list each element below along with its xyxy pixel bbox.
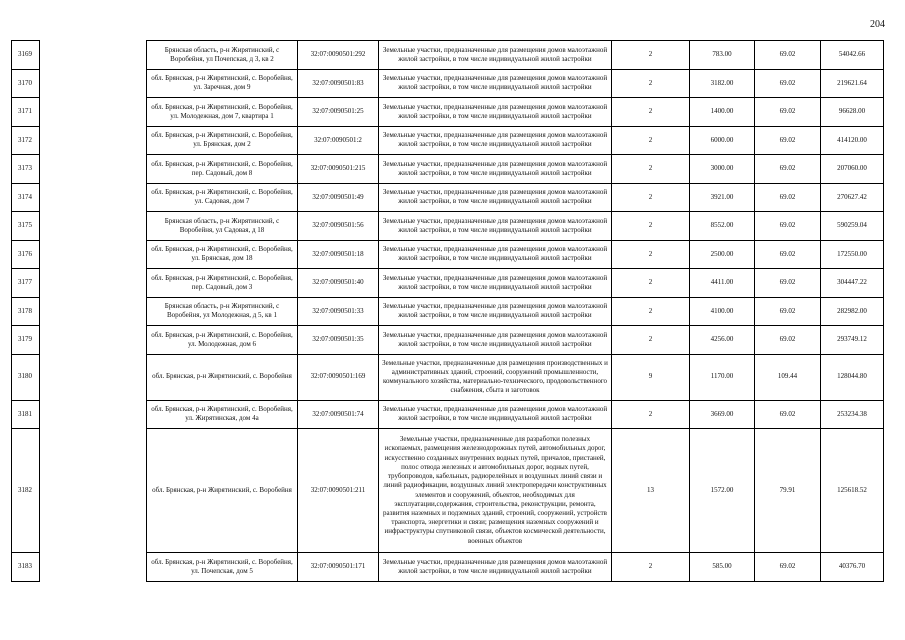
table-row — [12, 212, 884, 241]
row-number: 3178 — [12, 297, 40, 326]
table-row — [12, 183, 884, 212]
cadastral-number-cell: 32:07:0090501:83 — [298, 69, 379, 98]
area-cell: 3921.00 — [690, 183, 755, 212]
address-cell: Брянская область, р-н Жирятинский, с Воробейня, ул Молодежная, д 5, кв 1 — [147, 297, 298, 326]
spacer-cell — [40, 553, 147, 582]
use-code-cell: 2 — [612, 326, 690, 355]
cadastral-cost-cell: 54042.66 — [821, 41, 884, 70]
area-cell: 1572.00 — [690, 429, 755, 553]
use-code-cell: 2 — [612, 155, 690, 184]
row-number: 3182 — [12, 429, 40, 553]
spacer-cell — [40, 212, 147, 241]
area-cell: 4411.00 — [690, 269, 755, 298]
cadastral-number-cell: 32:07:0090501:25 — [298, 98, 379, 127]
address-cell: Брянская область, р-н Жирятинский, с Воробейня, ул Почепская, д 3, кв 2 — [147, 41, 298, 70]
rate-cell: 69.02 — [755, 98, 821, 127]
rate-cell: 69.02 — [755, 240, 821, 269]
rate-cell: 79.91 — [755, 429, 821, 553]
cadastral-cost-cell: 125618.52 — [821, 429, 884, 553]
land-use-cell: Земельные участки, предназначенные для размещения домов малоэтажной жилой застройки, в том числе индивидуальной жилой застройки — [379, 400, 612, 429]
cadastral-number-cell: 32:07:0090501:74 — [298, 400, 379, 429]
rate-cell: 69.02 — [755, 553, 821, 582]
cadastral-number-cell: 32:07:0090501:35 — [298, 326, 379, 355]
row-number: 3171 — [12, 98, 40, 127]
rate-cell: 69.02 — [755, 326, 821, 355]
use-code-cell: 13 — [612, 429, 690, 553]
area-cell: 6000.00 — [690, 126, 755, 155]
cadastral-number-cell: 32:07:0090501:171 — [298, 553, 379, 582]
spacer-cell — [40, 126, 147, 155]
area-cell: 4256.00 — [690, 326, 755, 355]
table-body — [12, 41, 884, 582]
rate-cell: 69.02 — [755, 126, 821, 155]
table-row — [12, 269, 884, 298]
row-number: 3181 — [12, 400, 40, 429]
area-cell: 783.00 — [690, 41, 755, 70]
cadastral-number-cell: 32:07:0090501:33 — [298, 297, 379, 326]
rate-cell: 69.02 — [755, 212, 821, 241]
area-cell: 3182.00 — [690, 69, 755, 98]
row-number: 3172 — [12, 126, 40, 155]
land-use-cell: Земельные участки, предназначенные для размещения домов малоэтажной жилой застройки, в том числе индивидуальной жилой застройки — [379, 98, 612, 127]
land-use-cell: Земельные участки, предназначенные для размещения домов малоэтажной жилой застройки, в том числе индивидуальной жилой застройки — [379, 126, 612, 155]
address-cell: обл. Брянская, р-н Жирятинский, с. Воробейня, ул. Молодежная, дом 7, квартира 1 — [147, 98, 298, 127]
cadastral-value-table — [11, 40, 884, 582]
table-row — [12, 126, 884, 155]
rate-cell: 69.02 — [755, 297, 821, 326]
cadastral-number-cell: 32:07:0090501:215 — [298, 155, 379, 184]
row-number: 3174 — [12, 183, 40, 212]
land-use-cell: Земельные участки, предназначенные для разработки полезных ископаемых, размещения железнодорожных путей, автомобильных дорог, искусственно созданных внутренних водных путей, причалов, пристаней, полос отвода железных и автомобильных дорог, водных путей, трубопроводов, кабельных, радиорелейных и воздушных линий связи и линий радиофикации, воздушных линий электропередачи конструктивных элементов и сооружений, объектов, необходимых для эксплуатации,содержания, строительства, реконструкции, ремонта, развития наземных и подземных зданий, строений, сооружений, устройств транспорта, энергетики и связи; размещения наземных сооружений и инфраструктуры спутниковой связи, объектов космической деятельности, военных объектов — [379, 429, 612, 553]
row-number: 3183 — [12, 553, 40, 582]
spacer-cell — [40, 429, 147, 553]
use-code-cell: 2 — [612, 69, 690, 98]
row-number: 3169 — [12, 41, 40, 70]
address-cell: обл. Брянская, р-н Жирятинский, с. Воробейня, пер. Садовый, дом 8 — [147, 155, 298, 184]
table-row — [12, 326, 884, 355]
use-code-cell: 2 — [612, 240, 690, 269]
address-cell: обл. Брянская, р-н Жирятинский, с. Воробейня — [147, 354, 298, 400]
spacer-cell — [40, 326, 147, 355]
spacer-cell — [40, 240, 147, 269]
table-row — [12, 155, 884, 184]
address-cell: обл. Брянская, р-н Жирятинский, с. Воробейня, ул. Брянская, дом 18 — [147, 240, 298, 269]
land-use-cell: Земельные участки, предназначенные для размещения производственных и административных зданий, строений, сооружений промышленности, коммунального хозяйства, материально-технического, продовольственного снабжения, сбыта и заготовок — [379, 354, 612, 400]
area-cell: 1400.00 — [690, 98, 755, 127]
land-use-cell: Земельные участки, предназначенные для размещения домов малоэтажной жилой застройки, в том числе индивидуальной жилой застройки — [379, 183, 612, 212]
spacer-cell — [40, 155, 147, 184]
land-use-cell: Земельные участки, предназначенные для размещения домов малоэтажной жилой застройки, в том числе индивидуальной жилой застройки — [379, 297, 612, 326]
land-use-cell: Земельные участки, предназначенные для размещения домов малоэтажной жилой застройки, в том числе индивидуальной жилой застройки — [379, 155, 612, 184]
row-number: 3176 — [12, 240, 40, 269]
rate-cell: 69.02 — [755, 69, 821, 98]
rate-cell: 69.02 — [755, 269, 821, 298]
land-use-cell: Земельные участки, предназначенные для размещения домов малоэтажной жилой застройки, в том числе индивидуальной жилой застройки — [379, 240, 612, 269]
cadastral-number-cell: 32:07:0090501:292 — [298, 41, 379, 70]
land-use-cell: Земельные участки, предназначенные для размещения домов малоэтажной жилой застройки, в том числе индивидуальной жилой застройки — [379, 326, 612, 355]
address-cell: обл. Брянская, р-н Жирятинский, с. Воробейня, ул. Садовая, дом 7 — [147, 183, 298, 212]
address-cell: обл. Брянская, р-н Жирятинский, с. Воробейня, ул. Брянская, дом 2 — [147, 126, 298, 155]
land-use-cell: Земельные участки, предназначенные для размещения домов малоэтажной жилой застройки, в том числе индивидуальной жилой застройки — [379, 269, 612, 298]
land-use-cell: Земельные участки, предназначенные для размещения домов малоэтажной жилой застройки, в том числе индивидуальной жилой застройки — [379, 212, 612, 241]
use-code-cell: 2 — [612, 297, 690, 326]
cadastral-cost-cell: 270627.42 — [821, 183, 884, 212]
cadastral-cost-cell: 40376.70 — [821, 553, 884, 582]
table-row — [12, 553, 884, 582]
cadastral-cost-cell: 590259.04 — [821, 212, 884, 241]
cadastral-number-cell: 32:07:0090501:169 — [298, 354, 379, 400]
row-number: 3177 — [12, 269, 40, 298]
area-cell: 1170.00 — [690, 354, 755, 400]
cadastral-cost-cell: 304447.22 — [821, 269, 884, 298]
cadastral-cost-cell: 128044.80 — [821, 354, 884, 400]
table-row — [12, 240, 884, 269]
row-number: 3180 — [12, 354, 40, 400]
address-cell: Брянская область, р-н Жирятинский, с Воробейня, ул Садовая, д 18 — [147, 212, 298, 241]
cadastral-cost-cell: 282982.00 — [821, 297, 884, 326]
spacer-cell — [40, 69, 147, 98]
address-cell: обл. Брянская, р-н Жирятинский, с. Воробейня — [147, 429, 298, 553]
cadastral-cost-cell: 414120.00 — [821, 126, 884, 155]
address-cell: обл. Брянская, р-н Жирятинский, с. Воробейня, пер. Садовый, дом 3 — [147, 269, 298, 298]
spacer-cell — [40, 400, 147, 429]
row-number: 3170 — [12, 69, 40, 98]
cadastral-cost-cell: 172550.00 — [821, 240, 884, 269]
use-code-cell: 2 — [612, 553, 690, 582]
area-cell: 4100.00 — [690, 297, 755, 326]
address-cell: обл. Брянская, р-н Жирятинский, с. Воробейня, ул. Молодежная, дом 6 — [147, 326, 298, 355]
cadastral-number-cell: 32:07:0090501:211 — [298, 429, 379, 553]
table-row — [12, 429, 884, 553]
table-row — [12, 98, 884, 127]
land-use-cell: Земельные участки, предназначенные для размещения домов малоэтажной жилой застройки, в том числе индивидуальной жилой застройки — [379, 553, 612, 582]
land-use-cell: Земельные участки, предназначенные для размещения домов малоэтажной жилой застройки, в том числе индивидуальной жилой застройки — [379, 41, 612, 70]
rate-cell: 69.02 — [755, 400, 821, 429]
spacer-cell — [40, 269, 147, 298]
cadastral-number-cell: 32:07:0090501:56 — [298, 212, 379, 241]
use-code-cell: 2 — [612, 269, 690, 298]
address-cell: обл. Брянская, р-н Жирятинский, с. Воробейня, ул. Жирятинская, дом 4а — [147, 400, 298, 429]
spacer-cell — [40, 98, 147, 127]
page-number: 204 — [870, 19, 885, 30]
use-code-cell: 2 — [612, 126, 690, 155]
area-cell: 8552.00 — [690, 212, 755, 241]
row-number: 3175 — [12, 212, 40, 241]
area-cell: 3669.00 — [690, 400, 755, 429]
area-cell: 3000.00 — [690, 155, 755, 184]
spacer-cell — [40, 183, 147, 212]
use-code-cell: 9 — [612, 354, 690, 400]
table-row — [12, 297, 884, 326]
cadastral-number-cell: 32:07:0090501:40 — [298, 269, 379, 298]
cadastral-cost-cell: 207060.00 — [821, 155, 884, 184]
address-cell: обл. Брянская, р-н Жирятинский, с. Воробейня, ул. Почепская, дом 5 — [147, 553, 298, 582]
rate-cell: 109.44 — [755, 354, 821, 400]
cadastral-cost-cell: 219621.64 — [821, 69, 884, 98]
row-number: 3173 — [12, 155, 40, 184]
spacer-cell — [40, 297, 147, 326]
use-code-cell: 2 — [612, 212, 690, 241]
use-code-cell: 2 — [612, 400, 690, 429]
spacer-cell — [40, 41, 147, 70]
table-row — [12, 69, 884, 98]
rate-cell: 69.02 — [755, 183, 821, 212]
row-number: 3179 — [12, 326, 40, 355]
cadastral-number-cell: 32:07:0090501:49 — [298, 183, 379, 212]
cadastral-cost-cell: 293749.12 — [821, 326, 884, 355]
table-row — [12, 354, 884, 400]
table-row — [12, 41, 884, 70]
cadastral-number-cell: 32:07:0090501:2 — [298, 126, 379, 155]
use-code-cell: 2 — [612, 183, 690, 212]
rate-cell: 69.02 — [755, 41, 821, 70]
use-code-cell: 2 — [612, 98, 690, 127]
cadastral-cost-cell: 253234.38 — [821, 400, 884, 429]
table-row — [12, 400, 884, 429]
cadastral-number-cell: 32:07:0090501:18 — [298, 240, 379, 269]
cadastral-cost-cell: 96628.00 — [821, 98, 884, 127]
spacer-cell — [40, 354, 147, 400]
use-code-cell: 2 — [612, 41, 690, 70]
address-cell: обл. Брянская, р-н Жирятинский, с. Воробейня, ул. Заречная, дом 9 — [147, 69, 298, 98]
area-cell: 585.00 — [690, 553, 755, 582]
area-cell: 2500.00 — [690, 240, 755, 269]
land-use-cell: Земельные участки, предназначенные для размещения домов малоэтажной жилой застройки, в том числе индивидуальной жилой застройки — [379, 69, 612, 98]
rate-cell: 69.02 — [755, 155, 821, 184]
